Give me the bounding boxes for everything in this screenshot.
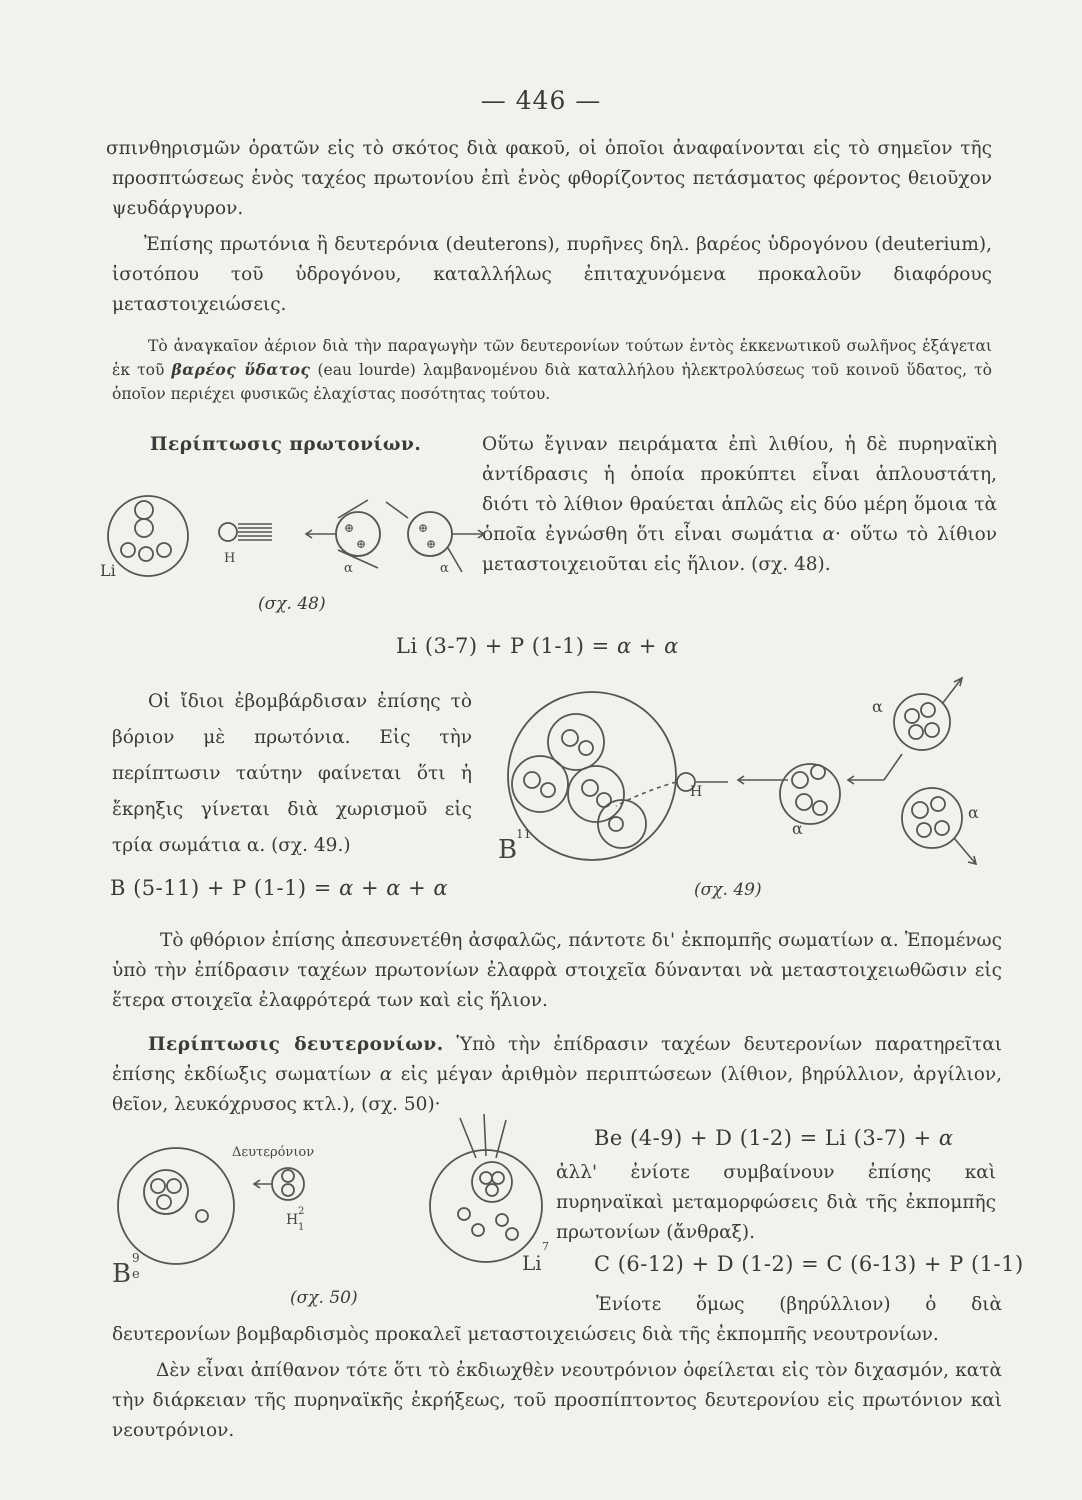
h-label: H [286,1212,299,1228]
deuterons-text-rest: εἰς μέγαν ἀριθμὸν περιπτώσεων (λίθιον, βηρύλλιον, ἀργίλιον, θεῖον, λευκόχρυσος κτλ.), (σχ. 50)· [112,1064,1002,1115]
alpha-nucleon [921,703,935,717]
alpha-nucleon [909,725,923,739]
alpha-label-top: α [872,697,883,716]
be-nucleon [196,1210,208,1222]
note-text-after: (eau lourde) λαμβανομένου διὰ καταλλήλου ἠλεκτρολύσεως τοῦ κοινοῦ ὕδατος, τὸ ὁποῖον περιέχει φυσικῶς ἐλαχίστας ποσότητας τούτου. [112,361,992,403]
alpha-left-nucleon: ⊕ [356,537,367,551]
boron-nucleon [562,730,578,746]
alpha-right-nucleon: ⊕ [418,521,429,535]
equation-beryllium-rhs: α [938,1126,954,1150]
paragraph-neutron: Δὲν εἶναι ἀπίθανον τότε ὅτι τὸ ἐκδιωχθὲν νεουτρόνιον ὀφείλεται εἰς τὸν διχασμόν, κατὰ τὴν διάρκειαν τῆς πυρηναϊκῆς ἐκρήξεως, τοῦ προσπίπτοντος δευτερονίου εἰς πρωτόνιον καὶ νεουτρόνιον. [112,1360,1002,1441]
li-nucleon [492,1172,504,1184]
h-superscript: 2 [298,1206,305,1217]
section-protons-text [482,430,997,580]
li-nucleon [480,1172,492,1184]
li-nucleon [506,1228,518,1240]
section-deuterons-heading: Περίπτωσις δευτερονίων. [148,1034,444,1055]
alpha-nucleon [917,823,931,837]
be-nucleon [157,1195,171,1209]
alpha-particle-top [894,694,950,750]
alpha-right-nucleon: ⊕ [426,537,437,551]
boron-nucleus [508,692,676,860]
equation-beryllium [594,1126,954,1150]
equation-lithium [396,634,679,658]
alpha-particle-bottom [902,788,962,848]
alpha-nucleon [925,723,939,737]
paragraph-fluorine: Τὸ φθόριον ἐπίσης ἀπεσυνετέθη ἀσφαλῶς, πάντοτε δι' ἐκπομπῆς σωματίων α. Ἑπομένως ὑπὸ τὴν ἐπίδρασιν ταχέων πρωτονίων ἐλαφρὰ στοιχεῖα δύνανται νὰ μεταστοιχειωθῶσιν εἰς ἕτερα στοιχεῖα ἐλαφρότερά των καὶ εἰς ἥλιον. [112,930,1002,1011]
li-nucleon [472,1224,484,1236]
deuterons-text-alpha: α [379,1064,393,1085]
li-subparticle [135,501,153,519]
equation-lithium-rhs: α + α [616,634,679,658]
section-deuterons [112,1030,1002,1120]
protons-text-first: Οὕτω ἔγιναν πειράματα ἐπὶ λιθίου, ἡ δὲ πυρηναϊκὴ ἀντίδρασις ἡ ὁποία προκύπτει εἶναι ἁπλουστάτη, διότι τὸ λίθιον θραύεται ἁπλῶς εἰς δύο μέρη ὅμοια τὰ ὁποῖα ἐγνώσθη ὅτι εἶναι σωμάτια [482,434,997,545]
alpha-nucleon [931,797,945,811]
figure-48-caption: (σχ. 48) [258,594,326,614]
alpha-particle-middle [780,764,840,824]
deuteron-nucleon [282,1170,294,1182]
boron-nucleon [609,817,623,831]
equation-boron-lhs: B (5-11) + P (1-1) = [110,876,332,900]
alpha-right-label: α [440,561,449,576]
alpha-nucleon [813,801,827,815]
paragraph-1: σπινθηρισμῶν ὁρατῶν εἰς τὸ σκότος διὰ φακοῦ, οἱ ὁποῖοι ἀναφαίνονται εἰς τὸ σημεῖον τῆς προσπτώσεως ἑνὸς ταχέος πρωτονίου ἐπὶ ἑνὸς φθορίζοντος πετάσματος φέροντος θειοῦχον ψευδάργυρον. [106,138,992,219]
page-number: — 446 — [480,86,602,115]
boron-nucleon [541,783,555,797]
equation-beryllium-lhs: Be (4-9) + D (1-2) = Li (3-7) + [594,1126,932,1150]
li-subparticle [121,543,135,557]
equation-boron-rhs: α + α + α [339,876,449,900]
figure-50 [112,1110,549,1290]
figure-49 [492,672,992,872]
boron-nucleon [582,780,598,796]
alpha-top-track [942,678,962,704]
alpha-nucleon [792,772,808,788]
li-label: Li [522,1251,542,1275]
equation-boron [110,876,448,900]
deuterons-text-mid: ἀλλ' ἐνίοτε συμβαίνουν ἐπίσης καὶ πυρηναϊκαὶ μεταμορφώσεις διὰ τῆς ἐκπομπῆς πρωτονίων (ἄνθραξ). [556,1162,996,1243]
be-label: B [112,1259,132,1289]
deuterons-text-end: Ἐνίοτε ὅμως (βηρύλλιον) ὁ διὰ δευτερονίων βομβαρδισμὸς προκαλεῖ μεταστοιχειώσεις διὰ τῆς ἐκπομπῆς νεουτρονίων. [112,1294,1002,1345]
alpha-nucleon [912,802,928,818]
protons-text-rest: · οὕτω τὸ λίθιον μεταστοιχειοῦται εἰς ἥλιον. (σχ. 48). [482,524,997,575]
note-text-before: Τὸ ἀναγκαῖον ἀέριον διὰ τὴν παραγωγὴν τῶν δευτερονίων τούτων ἐντὸς ἐκκενωτικοῦ σωλῆνος ἐξάγεται ἐκ τοῦ [112,337,992,379]
li-nucleon [458,1208,470,1220]
alpha-bottom-track [954,838,976,864]
alpha-nucleon [905,709,919,723]
alpha-nucleon [811,765,825,779]
li-subparticle [139,547,153,561]
boron-paragraph: Οἱ ἴδιοι ἐβομβάρδισαν ἐπίσης τὸ βόριον μὲ πρωτόνια. Εἰς τὴν περίπτωσιν ταύτην φαίνεται ὅτι ἡ ἔκρηξις γίνεται διὰ χωρισμοῦ εἰς τρία σωμάτια α. (σχ. 49.) [112,691,472,856]
li-nucleon [486,1184,498,1196]
figure-50-caption: (σχ. 50) [290,1288,358,1308]
be-subscript: e [132,1267,140,1282]
li-nucleon [496,1214,508,1226]
li-subparticle [157,543,171,557]
b-superscript: 11 [516,827,532,841]
deuteron-label: Δευτερόνιον [232,1145,315,1160]
boron-cluster [512,756,568,812]
alpha-emission [460,1118,476,1158]
h-subscript: 1 [298,1222,305,1233]
protons-text-alpha: α [822,524,835,545]
alpha-nucleon [935,821,949,835]
proton-projectile [219,523,237,541]
alpha-right-track [386,502,408,518]
beryllium-nucleus [118,1148,234,1264]
deuterons-text-first: Ὑπὸ τὴν ἐπίδρασιν ταχέων δευτερονίων παρατηρεῖται ἐπίσης ἐκδίωξις σωματίων [112,1034,1002,1085]
fork-line [884,754,902,780]
note-emphasis: βαρέος ὕδατος [171,360,311,379]
figure-48 [100,488,500,598]
alpha-left-track [338,500,368,518]
h-label: H [224,551,236,566]
equation-lithium-lhs: Li (3-7) + P (1-1) = [396,634,610,658]
li-subparticle [135,519,153,537]
li-label: Li [100,561,116,580]
figure-49-caption: (σχ. 49) [694,880,762,900]
be-superscript: 9 [132,1251,140,1265]
alpha-right-track [448,548,462,572]
section-protons-heading: Περίπτωσις πρωτονίων. [150,434,422,455]
alpha-left-nucleon: ⊕ [344,521,355,535]
boron-nucleon [524,772,540,788]
b-label: B [498,835,518,865]
footnote-heavy-water [112,334,992,406]
be-nucleon [167,1179,181,1193]
deuteron-nucleon [282,1184,294,1196]
li-superscript: 7 [542,1240,549,1253]
alpha-nucleon [796,794,812,810]
boron-nucleon [579,741,593,755]
be-nucleon [151,1179,165,1193]
proton-entry-path [616,782,676,806]
paragraph-2: Ἐπίσης πρωτόνια ἢ δευτερόνια (deuterons), πυρῆνες δηλ. βαρέος ὑδρογόνου (deuterium), ἰσοτόπου τοῦ ὑδρογόνου, καταλλήλως ἐπιταχυνόμενα προκαλοῦν διαφόρους μεταστοιχειώσεις. [112,234,992,315]
lithium-nucleus [430,1150,542,1262]
boron-nucleon [597,793,611,807]
h-label: H [690,784,703,800]
alpha-label-bottom: α [968,803,979,822]
alpha-left-label: α [344,561,353,576]
be-cluster [144,1170,188,1214]
alpha-label-middle: α [792,819,803,838]
equation-carbon: C (6-12) + D (1-2) = C (6-13) + P (1-1) [594,1252,1024,1276]
